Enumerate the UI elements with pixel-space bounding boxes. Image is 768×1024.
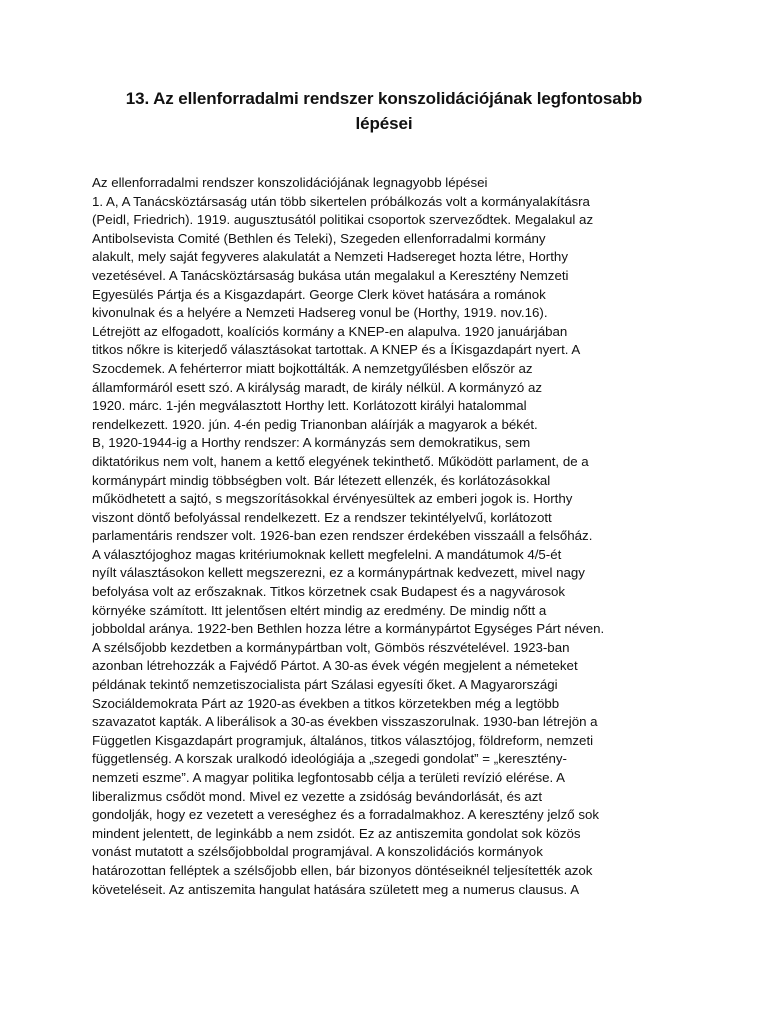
text-line: parlamentáris rendszer volt. 1926-ban ezen rendszer érdekében visszaáll a felsőház. bbox=[92, 528, 593, 544]
document-body bbox=[92, 174, 692, 899]
text-line: Szocdemek. A fehérterror miatt bojkottálták. A nemzetgyűlésben először az bbox=[92, 360, 533, 376]
text-line: Egyesülés Pártja és a Kisgazdapárt. George Clerk követ hatására a románok bbox=[92, 286, 546, 302]
text-line: 1920. márc. 1-jén megválasztott Horthy lett. Korlátozott királyi hatalommal bbox=[92, 398, 527, 414]
text-line: liberalizmus csődöt mond. Mivel ez vezette a zsidóság bevándorlását, és azt bbox=[92, 788, 543, 804]
text-line: 1. A, A Tanácsköztársaság után több sikertelen próbálkozás volt a kormányalakításra bbox=[92, 193, 590, 209]
text-line: működhetett a sajtó, s megszorításokkal érvényesültek az emberi jogok is. Horthy bbox=[92, 491, 573, 507]
text-line: (Peidl, Friedrich). 1919. augusztusától politikai csoportok szerveződtek. Megalakul az bbox=[92, 212, 594, 228]
text-line: példának tekintő nemzetiszocialista párt Szálasi egyesíti őket. A Magyarországi bbox=[92, 677, 558, 693]
title-line: 13. Az ellenforradalmi rendszer konszolidációjának legfontosabb bbox=[125, 89, 643, 108]
text-line: függetlenség. A korszak uralkodó ideológiája a „szegedi gondolat” = „keresztény- bbox=[92, 751, 567, 767]
text-line: rendelkezett. 1920. jún. 4-én pedig Trianonban aláírják a magyarok a békét. bbox=[92, 416, 538, 432]
text-line: nemzeti eszme”. A magyar politika legfontosabb célja a területi revízió elérése. A bbox=[92, 770, 566, 785]
text-line: határozottan felléptek a szélsőjobb ellen, bár bizonyos döntéseiknél teljesítették azok bbox=[92, 862, 593, 878]
text-line: titkos nőkre is kiterjedő választásokat tartottak. A KNEP és a ÍKisgazdapárt nyert. A bbox=[92, 342, 581, 358]
text-line: kivonulnak és a helyére a Nemzeti Hadsereg vonul be (Horthy, 1919. nov.16). bbox=[92, 305, 548, 321]
text-line: követeléseit. Az antiszemita hangulat hatására született meg a numerus clausus. A bbox=[92, 881, 580, 897]
text-line: jobboldal aránya. 1922-ben Bethlen hozza létre a kormánypártot Egységes Párt néven. bbox=[92, 621, 605, 637]
text-line: nyílt választásokon kellett megszerezni, ez a kormánypártnak kedvezett, mivel nagy bbox=[92, 565, 585, 581]
text-line: A választójoghoz magas kritériumoknak kellett megfelelni. A mandátumok 4/5-ét bbox=[92, 546, 562, 562]
text-line: vonást mutatott a szélsőjobboldal programjával. A konszolidációs kormányok bbox=[92, 844, 543, 860]
text-line: viszont döntő befolyással rendelkezett. Ez a rendszer tekintélyelvű, korlátozott bbox=[92, 509, 552, 525]
text-line: Antibolsevista Comité (Bethlen és Teleki), Szegeden ellenforradalmi kormány bbox=[92, 230, 546, 246]
text-line: mindent jelentett, de leginkább a nem zsidót. Ez az antiszemita gondolat sok közös bbox=[92, 825, 581, 841]
text-line: gondolják, hogy ez vezetett a vereséghez és a forradalmakhoz. A keresztény jelző sok bbox=[92, 807, 600, 823]
document-title bbox=[90, 86, 678, 136]
text-line: környéke számított. Itt jelentősen eltért mindig az eredmény. De mindig nőtt a bbox=[92, 602, 547, 618]
text-line: azonban létrehozzák a Fajvédő Pártot. A 30-as évek végén megjelent a németeket bbox=[92, 658, 578, 674]
text-line: Független Kisgazdapárt programjuk, általános, titkos választójog, földreform, nemzeti bbox=[92, 732, 594, 748]
text-line: B, 1920-1944-ig a Horthy rendszer: A kormányzás sem demokratikus, sem bbox=[92, 435, 531, 451]
text-line: vezetésével. A Tanácsköztársaság bukása után megalakul a Keresztény Nemzeti bbox=[92, 267, 569, 283]
title-line: lépései bbox=[355, 114, 413, 133]
text-line: szavazatot kapták. A liberálisok a 30-as években visszaszorulnak. 1930-ban létrejön a bbox=[92, 714, 598, 730]
text-line: befolyása volt az erőszaknak. Titkos körzetnek csak Budapest és a nagyvárosok bbox=[92, 584, 566, 600]
text-line: kormánypárt mindig többségben volt. Bár létezett ellenzék, és korlátozásokkal bbox=[92, 472, 551, 488]
text-line: államformáról esett szó. A királyság maradt, de király nélkül. A kormányzó az bbox=[92, 379, 543, 395]
text-line: Az ellenforradalmi rendszer konszolidációjának legnagyobb lépései bbox=[92, 175, 488, 190]
text-line: diktatórikus nem volt, hanem a kettő elegyének tekinthető. Működött parlament, de a bbox=[92, 453, 589, 469]
text-line: Létrejött az elfogadott, koalíciós kormány a KNEP-en alapulva. 1920 januárjában bbox=[92, 323, 568, 339]
text-line: alakult, mely saját fegyveres alakulatát a Nemzeti Hadsereget hozta létre, Horthy bbox=[92, 249, 568, 265]
text-line: A szélsőjobb kezdetben a kormánypártban volt, Gömbös részvételével. 1923-ban bbox=[92, 639, 570, 655]
text-line: Szociáldemokrata Párt az 1920-as években a titkos körzetekben még a legtöbb bbox=[92, 695, 560, 711]
